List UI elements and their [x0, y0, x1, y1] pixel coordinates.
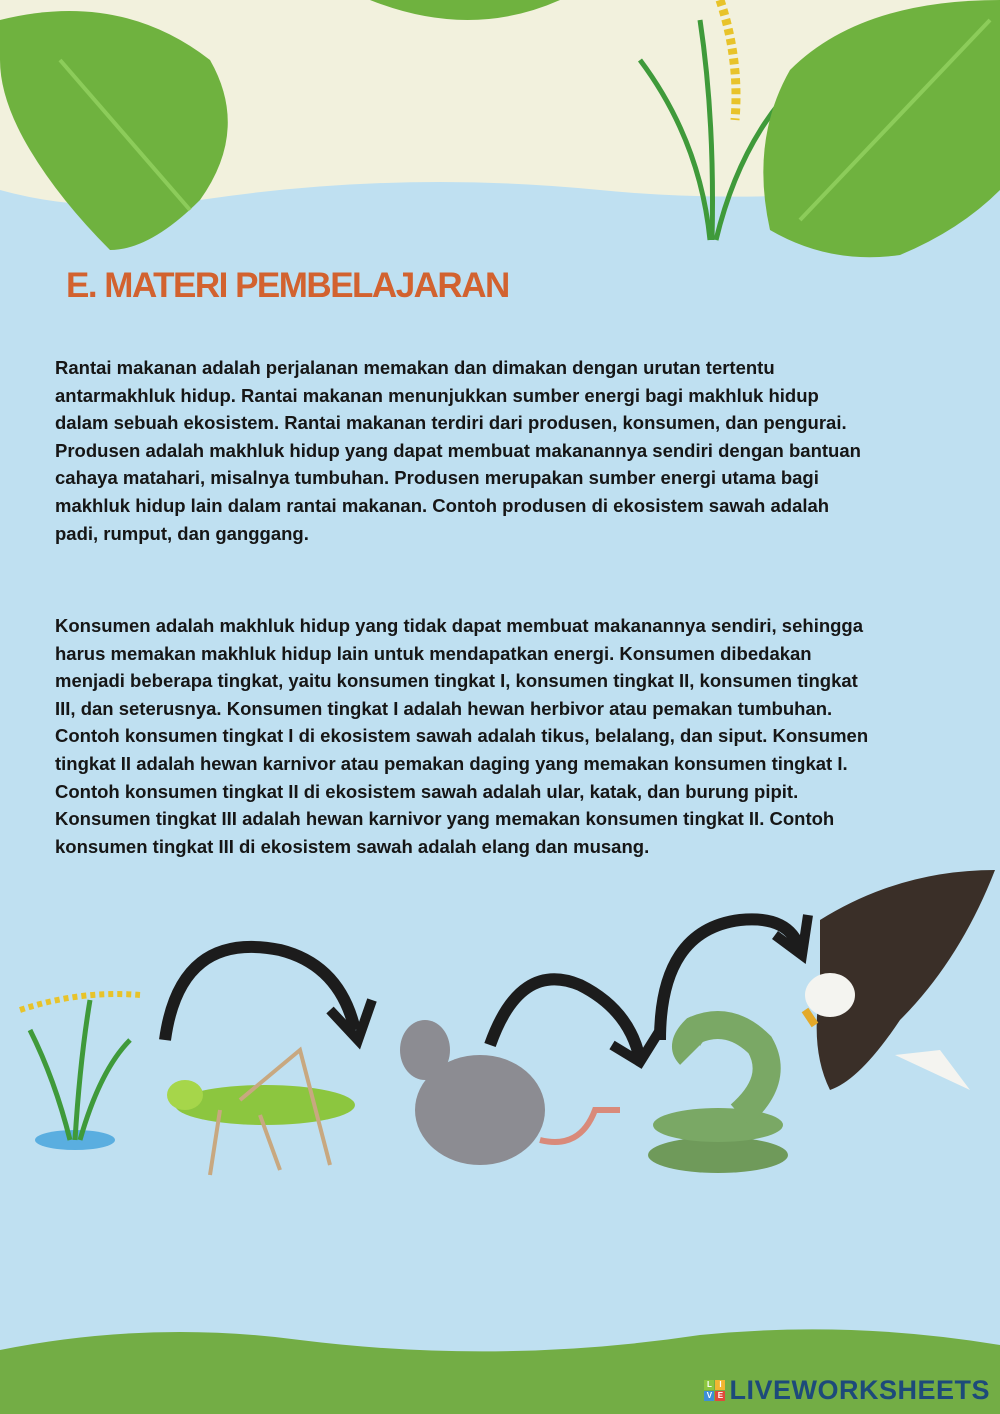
live-logo-icon: [704, 1380, 725, 1401]
text-line: antarmakhluk hidup. Rantai makanan menunjukkan sumber energi bagi makhluk hidup: [55, 384, 819, 406]
grasshopper-icon: [167, 1050, 355, 1175]
text-line: III, dan seterusnya. Konsumen tingkat I adalah hewan herbivor atau pemakan tumbuhan.: [55, 697, 833, 719]
text-line: harus memakan makhluk hidup lain untuk mendapatkan energi. Konsumen dibedakan: [55, 642, 812, 664]
paragraph-consumers: [55, 612, 975, 860]
text-line: Konsumen tingkat III adalah hewan karnivor yang memakan konsumen tingkat II. Contoh: [55, 808, 835, 830]
arrow-icon: [165, 947, 355, 1040]
rat-icon: [400, 1020, 620, 1165]
logo-letter: V: [704, 1391, 714, 1401]
eagle-icon: [805, 870, 995, 1090]
text-line: Konsumen adalah makhluk hidup yang tidak dapat membuat makanannya sendiri, sehingga: [55, 615, 864, 636]
text-line: Contoh konsumen tingkat II di ekosistem sawah adalah ular, katak, dan burung pipit.: [55, 780, 799, 802]
section-title: E. MATERI PEMBELAJARAN: [66, 266, 509, 305]
food-chain-illustration: [0, 860, 1000, 1190]
text-line: makhluk hidup lain dalam rantai makanan. Contoh produsen di ekosistem sawah adalah: [55, 494, 830, 516]
footer-ground: [0, 1320, 1000, 1414]
text-line: Contoh konsumen tingkat I di ekosistem sawah adalah tikus, belalang, dan siput. Konsumen: [55, 725, 869, 747]
leaf-decoration-header: [0, 0, 1000, 260]
text-line: padi, rumput, dan ganggang.: [55, 522, 309, 544]
text-line: dalam sebuah ekosistem. Rantai makanan terdiri dari produsen, konsumen, dan pengurai.: [55, 412, 847, 434]
liveworksheets-logo[interactable]: [704, 1375, 990, 1406]
text-line: konsumen tingkat III di ekosistem sawah adalah elang dan musang.: [55, 835, 650, 857]
text-line: Rantai makanan adalah perjalanan memakan dan dimakan dengan urutan tertentu: [55, 357, 775, 378]
rice-plant-producer-icon: [20, 994, 140, 1150]
text-line: cahaya matahari, misalnya tumbuhan. Produsen merupakan sumber energi utama bagi: [55, 467, 819, 489]
logo-text: LIVEWORKSHEETS: [729, 1375, 990, 1405]
snake-icon: [648, 1025, 788, 1173]
logo-letter: I: [715, 1380, 725, 1390]
text-line: Produsen adalah makhluk hidup yang dapat membuat makanannya sendiri dengan bantuan: [55, 439, 861, 461]
text-line: menjadi beberapa tingkat, yaitu konsumen tingkat I, konsumen tingkat II, konsumen tingkat: [55, 670, 858, 692]
paragraph-producers: [55, 354, 975, 547]
logo-letter: L: [704, 1380, 714, 1390]
text-line: tingkat II adalah hewan karnivor atau pemakan daging yang memakan konsumen tingkat I.: [55, 752, 848, 774]
logo-letter: E: [715, 1391, 725, 1401]
